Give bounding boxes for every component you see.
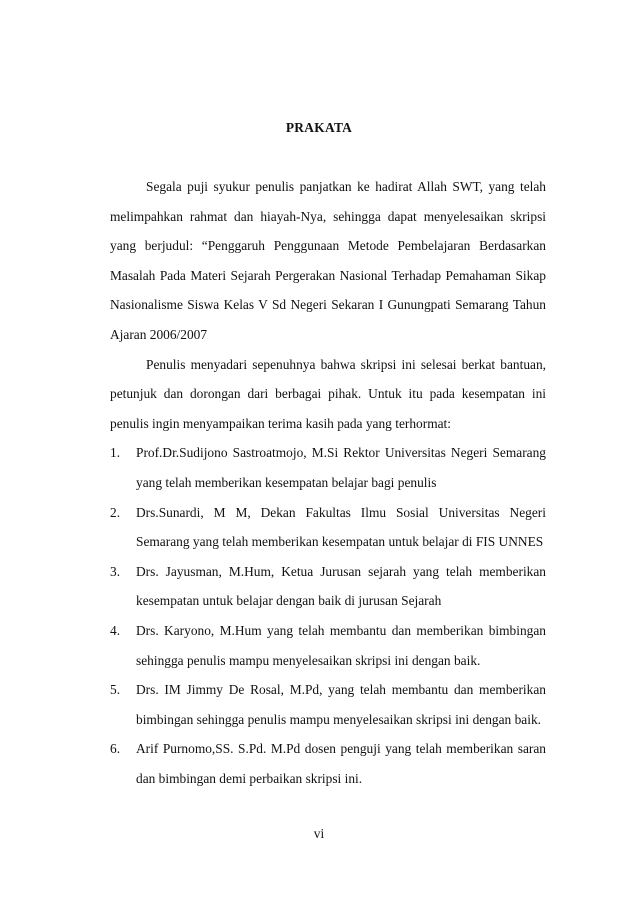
list-item [110, 734, 546, 793]
paragraph-acknowledgement: Penulis menyadari sepenuhnya bahwa skripsi ini selesai berkat bantuan, petunjuk dan dorongan dari berbagai pihak. Untuk itu pada kesempatan ini penulis ingin menyampaikan terima kasih pada yang terhormat: [110, 356, 546, 431]
list-item-text: Drs. Karyono, M.Hum yang telah membantu dan memberikan bimbingan sehingga penulis mampu menyelesaikan skripsi ini dengan baik. [136, 622, 546, 668]
acknowledgement-list [110, 438, 546, 793]
list-item [110, 438, 546, 497]
list-item-number: 4. [110, 622, 121, 638]
page-title: PRAKATA [285, 120, 353, 135]
list-item-number: 1. [110, 445, 121, 461]
list-item-text: Drs. Jayusman, M.Hum, Ketua Jurusan sejarah yang telah memberikan kesempatan untuk belajar dengan baik di jurusan Sejarah [136, 563, 546, 609]
list-item [110, 675, 546, 734]
list-item-number: 2. [110, 504, 121, 520]
list-item-text: Prof.Dr.Sudijono Sastroatmojo, M.Si Rektor Universitas Negeri Semarang yang telah memberikan kesempatan belajar bagi penulis [136, 445, 546, 490]
paragraph-intro: Segala puji syukur penulis panjatkan ke hadirat Allah SWT, yang telah melimpahkan rahmat dan hiayah-Nya, sehingga dapat menyelesaikan skripsi yang berjudul: “Penggaruh Penggunaan Metode Pembelajaran Berdasarkan Masalah Pada Materi Sejarah Pergerakan Nasional Terhadap Pemahaman Sikap Nasionalisme Siswa Kelas V Sd Negeri Sekaran I Gunungpati Semarang Tahun Ajaran 2006/2007 [110, 179, 546, 342]
list-item [110, 498, 546, 557]
list-item-text: Drs.Sunardi, M M, Dekan Fakultas Ilmu Sosial Universitas Negeri Semarang yang telah memberikan kesempatan untuk belajar di FIS UNNES [136, 504, 546, 550]
list-item-text: Arif Purnomo,SS. S.Pd. M.Pd dosen penguji yang telah memberikan saran dan bimbingan demi perbaikan skripsi ini. [136, 741, 546, 786]
page-number: vi [313, 826, 325, 841]
document-body [110, 172, 546, 793]
list-item [110, 557, 546, 616]
list-item-number: 5. [110, 682, 121, 698]
list-item-text: Drs. IM Jimmy De Rosal, M.Pd, yang telah membantu dan memberikan bimbingan sehingga penulis mampu menyelesaikan skripsi ini dengan baik. [136, 682, 546, 727]
list-item-number: 6. [110, 741, 121, 757]
list-item [110, 616, 546, 675]
list-item-number: 3. [110, 563, 121, 579]
